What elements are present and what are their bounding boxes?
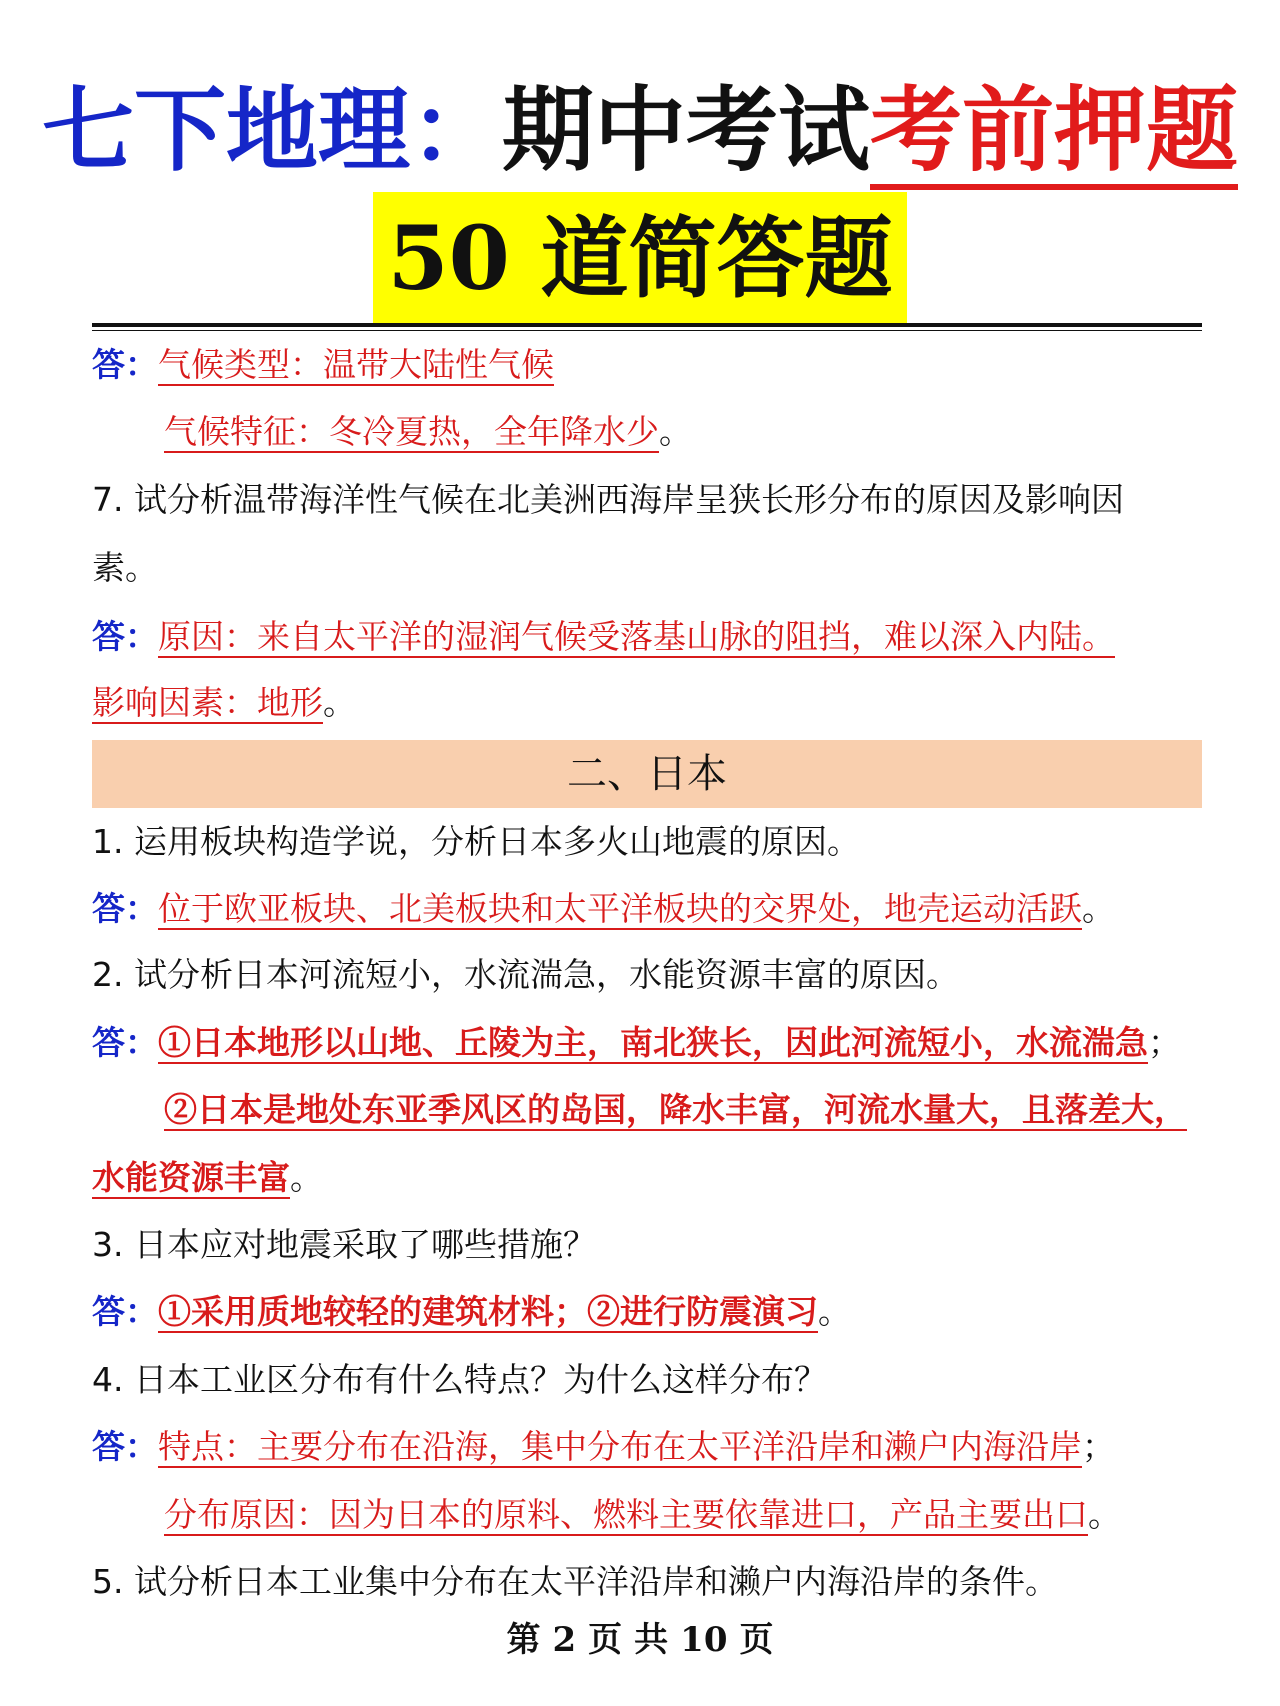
question-japan-3 [92, 1220, 1212, 1270]
question-text: 7. 试分析温带海洋性气候在北美洲西海岸呈狭长形分布的原因及影响因 [92, 480, 1124, 519]
answer-text: 位于欧亚板块、北美板块和太平洋板块的交界处，地壳运动活跃 [158, 889, 1082, 928]
punct-semicolon: ； [1148, 1023, 1181, 1062]
punct-period: 。 [818, 1292, 851, 1331]
title-part-highlight: 考前押题 [870, 76, 1238, 190]
answer-japan-3 [92, 1287, 1212, 1337]
punct-period: 。 [659, 412, 692, 451]
question-text: 2. 试分析日本河流短小，水流湍急，水能资源丰富的原因。 [92, 955, 959, 994]
title-part-exam: 期中考试 [501, 76, 870, 184]
answer-7-line-2 [92, 678, 1212, 728]
footer-total-pages: 10 [680, 1620, 728, 1660]
question-text: 4. 日本工业区分布有什么特点？为什么这样分布？ [92, 1360, 827, 1399]
punct-semicolon: ； [1082, 1427, 1115, 1466]
answer-text: 气候特征：冬冷夏热，全年降水少 [164, 412, 659, 451]
answer-text: ②日本是地处东亚季风区的岛国，降水丰富，河流水量大，且落差大， [164, 1090, 1187, 1129]
answer-label: 答： [92, 1292, 158, 1331]
answer-6-line-2 [92, 407, 1280, 457]
footer-word: 页 [739, 1620, 774, 1660]
answer-text: 原因：来自太平洋的湿润气候受落基山脉的阻挡，难以深入内陆。 [158, 617, 1115, 656]
punct-period: 。 [1082, 889, 1115, 928]
question-text: 3. 日本应对地震采取了哪些措施？ [92, 1225, 596, 1264]
answer-label: 答： [92, 345, 158, 384]
answer-text: 气候类型：温带大陆性气候 [158, 345, 554, 384]
footer-word: 第 [506, 1620, 541, 1660]
question-japan-5 [92, 1557, 1212, 1607]
answer-text: 影响因素：地形 [92, 683, 323, 722]
title-part-grade: 七下地理： [41, 76, 502, 184]
punct-period: 。 [290, 1158, 323, 1197]
question-7-continued [92, 543, 1212, 593]
question-7 [92, 475, 1212, 525]
answer-japan-4-line-2 [92, 1490, 1280, 1540]
punct-period: 。 [1088, 1495, 1121, 1534]
answer-japan-2-line-3 [92, 1153, 1212, 1203]
answer-text: 分布原因：因为日本的原料、燃料主要依靠进口，产品主要出口 [164, 1495, 1088, 1534]
answer-japan-2-line-1 [92, 1018, 1212, 1068]
subtitle-wrap [0, 192, 1280, 324]
answer-text: ①日本地形以山地、丘陵为主，南北狭长，因此河流短小，水流湍急 [158, 1023, 1148, 1062]
question-text: 素。 [92, 548, 158, 587]
subtitle-highlight: 50 道简答题 [373, 192, 906, 324]
answer-text: ①采用质地较轻的建筑材料；②进行防震演习 [158, 1292, 818, 1331]
question-japan-4 [92, 1355, 1212, 1405]
page-title [0, 70, 1280, 190]
answer-7-line-1 [92, 612, 1212, 662]
answer-japan-4-line-1 [92, 1422, 1212, 1472]
footer-page-number: 2 [552, 1620, 577, 1660]
divider-thin [92, 330, 1202, 331]
question-text: 1. 运用板块构造学说，分析日本多火山地震的原因。 [92, 822, 860, 861]
divider-thick [92, 323, 1202, 327]
page-footer [0, 1615, 1280, 1665]
answer-6-line-1 [92, 340, 1212, 390]
footer-word: 页 [588, 1620, 623, 1660]
answer-label: 答： [92, 617, 158, 656]
answer-text: 水能资源丰富 [92, 1158, 290, 1197]
answer-japan-1 [92, 884, 1212, 934]
answer-text: 特点：主要分布在沿海，集中分布在太平洋沿岸和濑户内海沿岸 [158, 1427, 1082, 1466]
answer-japan-2-line-2 [92, 1085, 1280, 1135]
answer-label: 答： [92, 889, 158, 928]
question-text: 5. 试分析日本工业集中分布在太平洋沿岸和濑户内海沿岸的条件。 [92, 1562, 1058, 1601]
section-header-japan: 二、日本 [92, 740, 1202, 808]
question-japan-2 [92, 950, 1212, 1000]
answer-label: 答： [92, 1023, 158, 1062]
punct-period: 。 [323, 683, 356, 722]
footer-word: 共 [634, 1620, 669, 1660]
question-japan-1 [92, 817, 1212, 867]
answer-label: 答： [92, 1427, 158, 1466]
